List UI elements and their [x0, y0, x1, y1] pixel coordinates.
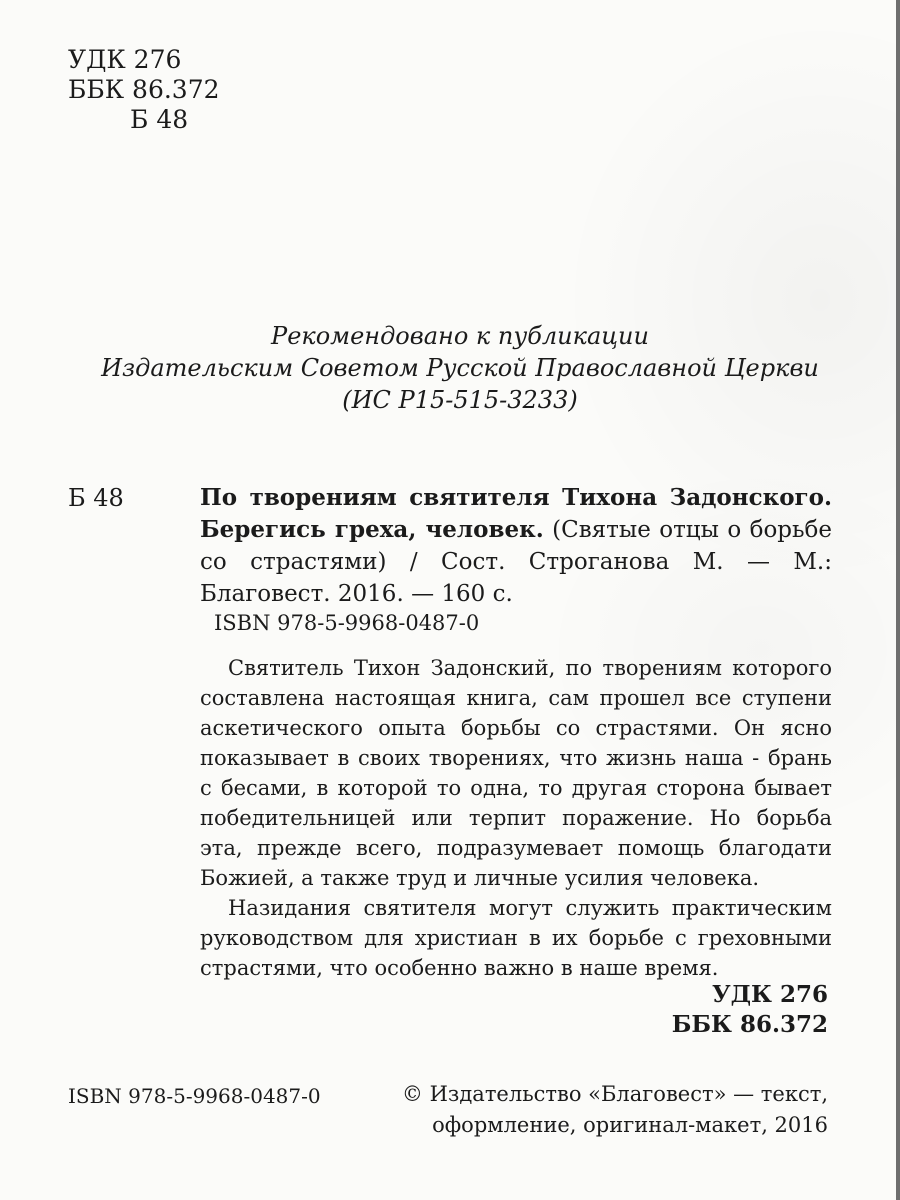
bibliographic-record: [200, 482, 832, 610]
book-title: По творениям святителя Тихона Задонского. Берегись греха, человек.: [200, 484, 832, 543]
bbk-code: ББК 86.372: [68, 75, 220, 104]
annotation-paragraph-1: Святитель Тихон Задонский, по творениям которого составлена настоящая книга, сам прошел все ступени аскетического опыта борьбы со страстями. Он ясно показывает в своих творениях, что жизнь наша - брань с бесами, в которой то одна, то другая сторона бывает победительницей или терпит поражение. Но борьба эта, прежде всего, подразумевает помощь благодати Божией, а также труд и личные усилия человека.: [200, 656, 832, 890]
annotation: [200, 653, 832, 983]
book-details: (Святые отцы о борьбе со страстями) / Сост. Строганова М. — М.: Благовест. 2016. — 160 с.: [200, 517, 832, 607]
recommendation-line-3: (ИС Р15-515-3233): [342, 386, 578, 414]
classification-codes-footer: [672, 980, 828, 1040]
isbn-footer: ISBN 978-5-9968-0487-0: [68, 1084, 321, 1108]
udk-code: УДК 276: [68, 45, 182, 74]
bibliography-code: Б 48: [68, 484, 124, 512]
bbk-code-bottom: ББК 86.372: [671, 1011, 828, 1038]
copyright-line-1: © Издательство «Благовест» — текст,: [401, 1082, 828, 1106]
annotation-paragraph-2: Назидания святителя могут служить практическим руководством для христиан в их борьбе с греховными страстями, что особенно важно в наше время.: [200, 896, 832, 980]
author-sign-code: Б 48: [130, 105, 189, 134]
classification-codes-header: [68, 45, 220, 135]
copyright-notice: [402, 1079, 828, 1141]
udk-code-bottom: УДК 276: [711, 981, 828, 1008]
publication-recommendation: [90, 320, 830, 416]
copyright-line-2: оформление, оригинал-макет, 2016: [432, 1113, 828, 1137]
recommendation-line-2: Издательским Советом Русской Православной Церкви: [101, 354, 819, 382]
isbn-record: ISBN 978-5-9968-0487-0: [214, 611, 480, 635]
recommendation-line-1: Рекомендовано к публикации: [271, 322, 649, 350]
